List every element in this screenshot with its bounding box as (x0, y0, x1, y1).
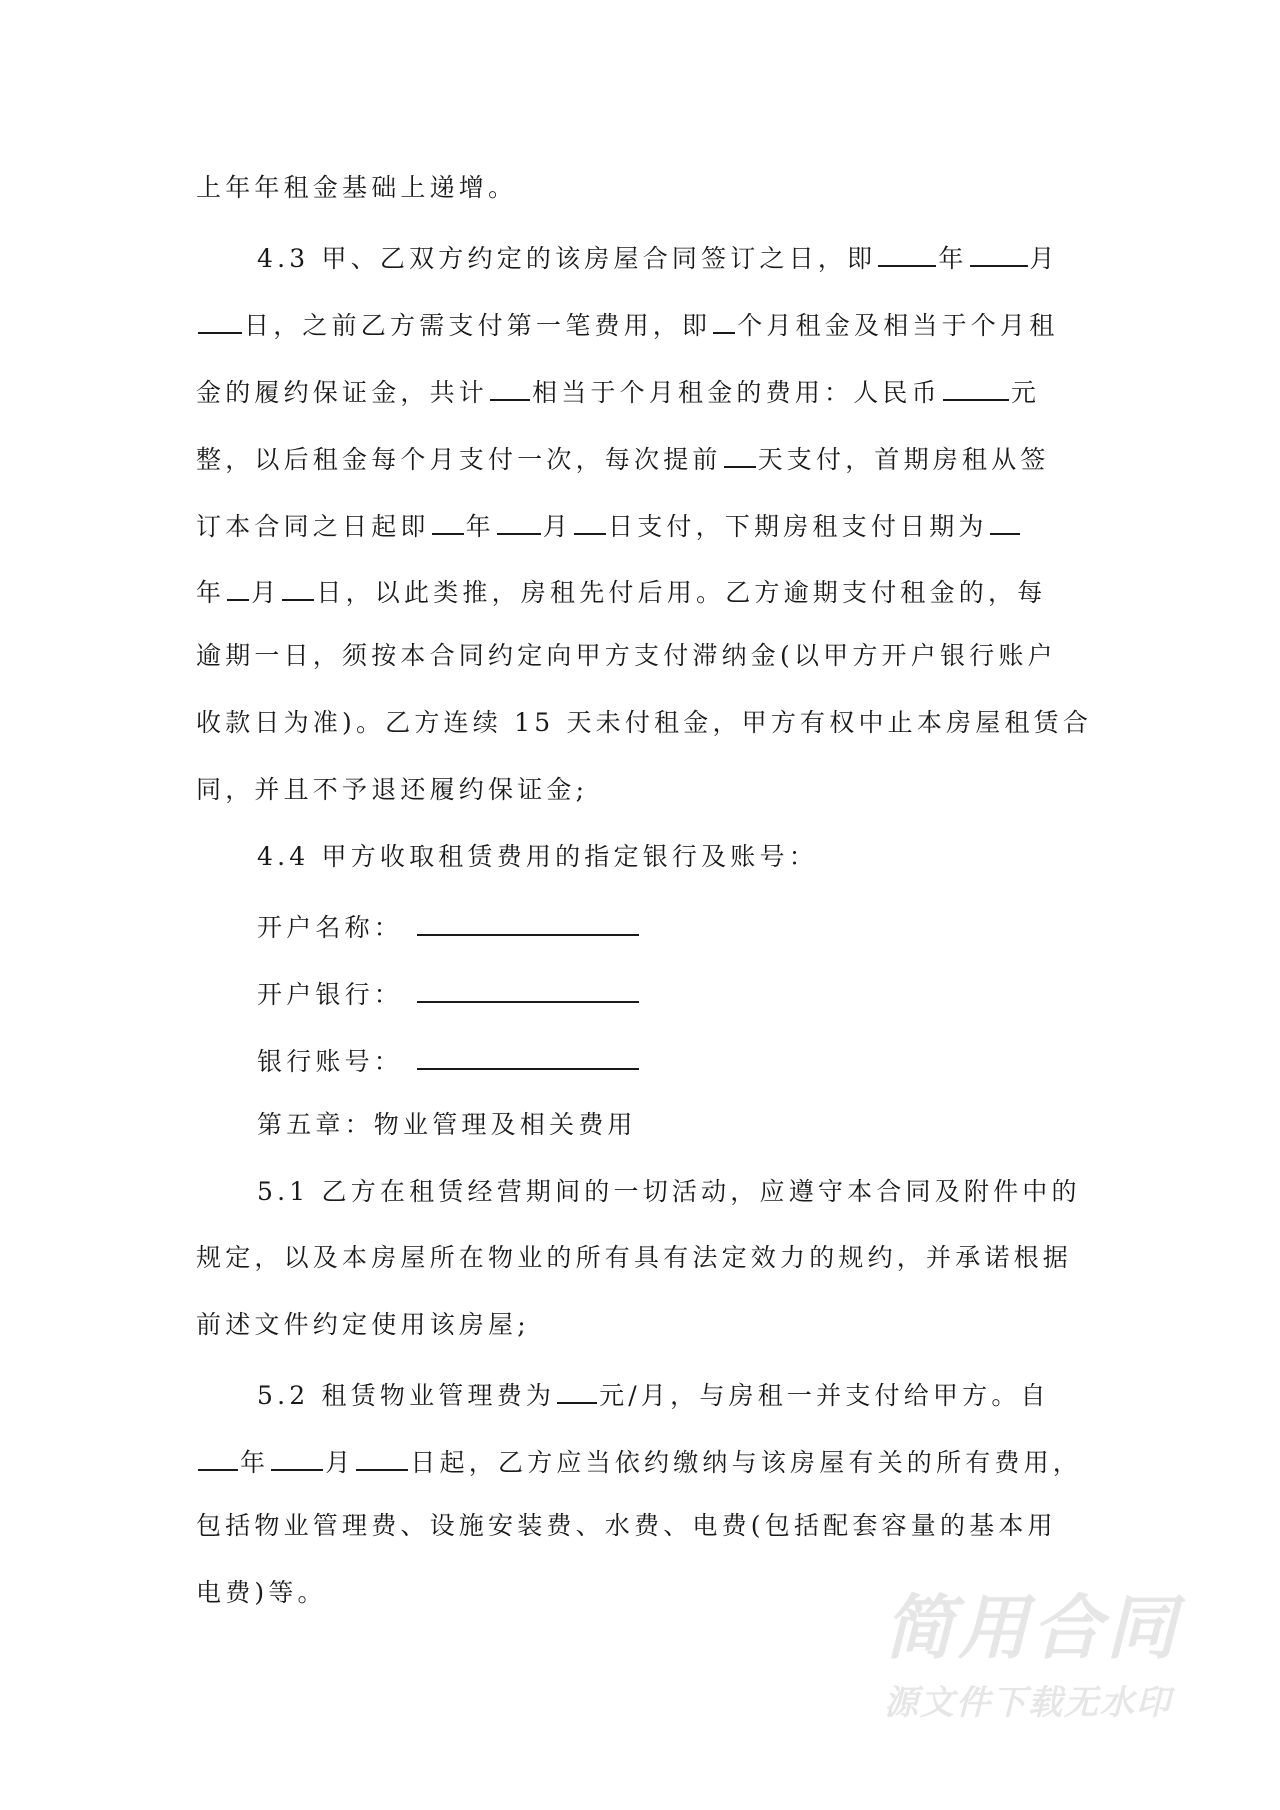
paragraph-line (257, 1172, 1157, 1212)
paragraph-line (196, 1305, 1096, 1345)
bank-field-input[interactable] (417, 904, 639, 936)
watermark-title: 简用合同 (884, 1587, 1180, 1669)
text-segment: 收款日为准)。乙方连续 15 天未付租金，甲方有权中止本房屋租赁合 (196, 708, 1093, 738)
text-segment: 包括物业管理费、设施安装费、水费、电费(包括配套容量的基本用 (196, 1511, 1057, 1540)
fill-in-blank[interactable] (970, 235, 1028, 267)
fill-in-blank[interactable] (724, 436, 756, 468)
text-segment: 订本合同之日起即 (196, 511, 430, 541)
fill-in-blank[interactable] (227, 569, 249, 601)
paragraph-line (196, 703, 1096, 743)
bank-field-row (257, 1038, 1157, 1078)
paragraph-line (196, 503, 1096, 543)
paragraph-line (257, 235, 1157, 275)
fill-in-blank[interactable] (282, 569, 314, 601)
bank-field-row (257, 971, 1157, 1011)
bank-field-input[interactable] (417, 1038, 639, 1070)
fill-in-blank[interactable] (713, 302, 735, 334)
text-segment: 日支付，下期房租支付日期为 (608, 511, 988, 541)
text-segment: 电费)等。 (196, 1577, 327, 1607)
paragraph-line (196, 436, 1096, 476)
text-segment: 4.3 甲、乙双方约定的该房屋合同签订之日，即 (257, 243, 877, 273)
text-segment: 日起，乙方应当依约缴纳与该房屋有关的所有费用， (410, 1448, 1083, 1478)
fill-in-blank[interactable] (490, 369, 530, 401)
paragraph-line (196, 636, 1096, 676)
text-segment: 个月租金及相当于个月租 (737, 310, 1059, 340)
text-segment: 月 (325, 1448, 355, 1478)
text-segment: 逾期一日，须按本合同约定向甲方支付滞纳金(以甲方开户银行账户 (196, 641, 1057, 671)
fill-in-blank[interactable] (557, 1372, 597, 1404)
text-segment: 月 (1029, 243, 1059, 273)
paragraph-line (196, 569, 1096, 609)
paragraph-line (196, 1506, 1096, 1546)
text-segment: 月 (251, 578, 281, 608)
paragraph-line (196, 770, 1096, 810)
bank-field-label: 开户名称： (257, 912, 404, 942)
paragraph-line (196, 302, 1096, 342)
fill-in-blank[interactable] (990, 503, 1020, 535)
fill-in-blank[interactable] (432, 503, 464, 535)
text-segment: 年 (465, 511, 495, 541)
fill-in-blank[interactable] (198, 1439, 238, 1471)
text-segment: 年 (196, 578, 226, 608)
paragraph-line (196, 1238, 1096, 1278)
text-segment: 日，之前乙方需支付第一笔费用，即 (244, 310, 712, 340)
paragraph-line (257, 837, 1157, 877)
text-segment: 整，以后租金每个月支付一次，每次提前 (196, 444, 722, 474)
text-segment: 相当于个月租金的费用：人民币 (532, 377, 941, 407)
text-segment: 5.1 乙方在租赁经营期间的一切活动，应遵守本合同及附件中的 (257, 1176, 1081, 1206)
bank-field-row (257, 904, 1157, 944)
text-segment: 前述文件约定使用该房屋; (196, 1310, 530, 1340)
text-segment: 日，以此类推，房租先付后用。乙方逾期支付租金的，每 (316, 578, 1047, 608)
fill-in-blank[interactable] (198, 302, 242, 334)
text-segment: 上年年租金基础上递增。 (196, 173, 518, 202)
text-segment: 同，并且不予退还履约保证金; (196, 775, 589, 805)
paragraph-line (196, 369, 1096, 409)
fill-in-blank[interactable] (943, 369, 1009, 401)
bank-field-label: 银行账号： (257, 1046, 404, 1076)
fill-in-blank[interactable] (271, 1439, 323, 1471)
paragraph-line (257, 1372, 1157, 1412)
fill-in-blank[interactable] (878, 235, 936, 267)
text-segment: 元/月，与房租一并支付给甲方。自 (599, 1381, 1050, 1411)
text-segment: 年 (240, 1448, 270, 1478)
text-segment: 规定，以及本房屋所在物业的所有具有法定效力的规约，并承诺根据 (196, 1243, 1073, 1273)
paragraph-line (196, 168, 1096, 208)
fill-in-blank[interactable] (574, 503, 606, 535)
watermark-subtitle: 源文件下载无水印 (884, 1683, 1172, 1723)
text-segment: 月 (542, 511, 573, 541)
text-segment: 5.2 租赁物业管理费为 (257, 1381, 556, 1411)
fill-in-blank[interactable] (497, 503, 541, 535)
bank-field-label: 开户银行： (257, 979, 404, 1009)
paragraph-line (196, 1439, 1096, 1479)
chapter-heading: 第五章：物业管理及相关费用 (257, 1109, 637, 1139)
text-segment: 年 (938, 243, 968, 273)
text-segment: 天支付，首期房租从签 (757, 444, 1050, 474)
bank-field-input[interactable] (417, 971, 639, 1003)
text-segment: 4.4 甲方收取租赁费用的指定银行及账号： (257, 842, 818, 871)
fill-in-blank[interactable] (356, 1439, 408, 1471)
text-segment: 元 (1010, 377, 1041, 407)
text-segment: 金的履约保证金，共计 (196, 377, 489, 407)
